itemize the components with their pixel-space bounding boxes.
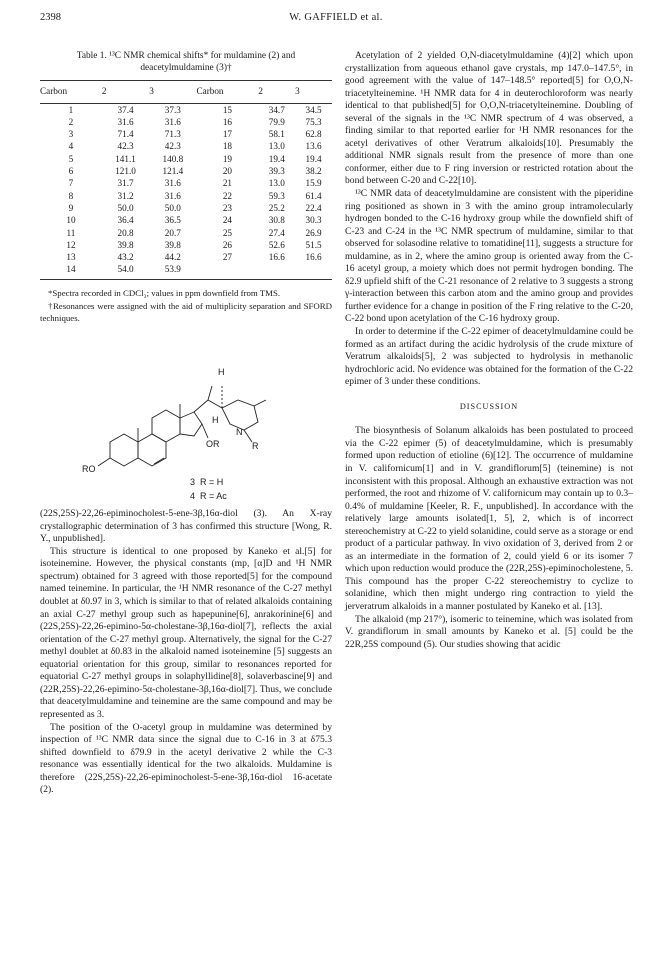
table-row — [40, 128, 332, 140]
chemical-structure — [40, 330, 332, 504]
table-cell: 50.0 — [117, 202, 134, 213]
table-cell: 20.7 — [164, 227, 181, 238]
table-row — [40, 140, 332, 152]
table-cell: 79.9 — [268, 116, 285, 127]
footnote: *Spectra recorded in CDCl₃; values in ppm downfield from TMS. — [48, 287, 281, 298]
table-row — [40, 190, 332, 202]
table-cell: 39.8 — [164, 239, 181, 250]
table-cell: 1 — [68, 104, 74, 115]
side-chain-bond — [194, 400, 208, 412]
table-cell: 10 — [66, 215, 76, 226]
table-cell: 52.6 — [268, 239, 285, 250]
table-header-cell: 2 — [258, 81, 295, 104]
table-cell: 50.0 — [164, 202, 181, 213]
compound-4-label: 4 R = Ac — [190, 491, 227, 502]
r-label: R — [252, 441, 259, 452]
table-cell: 37.4 — [117, 104, 134, 115]
table-row — [40, 251, 332, 263]
table-cell: 15 — [222, 104, 233, 115]
table-cell: 20 — [222, 166, 233, 177]
table-cell: 22 — [222, 190, 233, 201]
ring-d — [180, 412, 202, 436]
right-column — [345, 50, 633, 651]
table-cell: 75.3 — [305, 116, 322, 127]
table-row — [40, 165, 332, 177]
table-header-cell: 2 — [102, 81, 149, 104]
table-cell: 27.4 — [268, 227, 285, 238]
table-row — [40, 202, 332, 214]
table-cell: 71.4 — [117, 129, 134, 140]
table-cell: 140.8 — [162, 153, 184, 164]
table-cell: 16.6 — [268, 252, 285, 263]
table-caption: Table 1. ¹³C NMR chemical shifts* for muldamine (2) and deacetylmuldamine (3)† — [76, 51, 296, 73]
table-cell: 42.3 — [164, 141, 181, 152]
table-cell: 21 — [222, 178, 233, 189]
table-cell: 11 — [66, 227, 76, 238]
table-cell: 141.1 — [115, 153, 136, 164]
table-cell: 51.5 — [305, 239, 322, 250]
table-row — [40, 239, 332, 251]
table-cell: 23 — [222, 202, 233, 213]
table-cell: 18 — [222, 141, 233, 152]
table-cell: 54.0 — [102, 263, 149, 279]
side-chain-bond — [208, 400, 222, 408]
footnote: †Resonances were assigned with the aid of multiplicity separation and SFORD techniques. — [40, 301, 332, 323]
paragraph: Acetylation of 2 yielded O,N-diacetylmuldamine (4)[2] which upon crystallization from aqueous ethanol gave crystals, mp 147.0–147.5°, in good agreement with the value of 147–148.5° reported[5] for O,O,N-triacetylteinemine. ¹H NMR data for 4 in deuterochloroform was nearly identical to that published[5] for O,O,N-triacetylteinemine. Doubling of several of the signals in the ¹³C NMR spectrum of 4 was observed, a finding similar to that reported earlier for ¹H NMR resonances for the acetyl derivatives of other Veratrum alkaloids[10]. Presumably the additional NMR signals result from the presence of more than one conformer, either due to F ring inversion or restricted rotation about the bond between C-20 and C-22[10]. — [345, 50, 633, 187]
double-bond — [154, 458, 164, 464]
paragraph: ¹³C NMR data of deacetylmuldamine are consistent with the piperidine ring positioned as shown in 3 with the amino group intramolecularly hydrogen bonded to the C-16 hydroxy group while the downfield shift of C-23 and C-24 in the ¹³C NMR spectrum of muldamine, similar to that observed for solasodine relative to tomatidine[11], suggests a structure for muldamine, as in 2, where the amino group is oriented away from the C-16 acetyl group, a moiety which does not permit hydrogen bonding. The δ2.9 upfield shift of the C-21 resonance of 2 relative to 3 suggests a strong γ-interaction between this carbon atom and the amino group and provides further evidence for a change in position of the F ring relative to the C-20, C-22 bond upon acetylation of the C-16 hydroxy group. — [345, 188, 633, 325]
table-cell: 30.8 — [268, 215, 285, 226]
table-cell: 20.8 — [117, 227, 134, 238]
or-label: OR — [206, 439, 220, 450]
paragraph: This structure is identical to one proposed by Kaneko et al.[5] for isoteinemine. However, the physical constants (mp, [α]D and ¹H NMR spectrum) obtained for 3 agreed with those reported[5] for the compound named teinemine. In particular, the ¹H NMR resonance of the C-27 methyl doublet at δ0.97 in 3, which is similar to that of related alkaloids containing an axial C-27 methyl group such as hapepunine[6], anrakorinine[6] and (22S,25S)-22,26-epimino-5α-cholestane-3β,16α-diol[7], reflects the axial orientation of the C-27 methyl group. Alternatively, the signal for the C-27 methyl doublet at δ0.83 in the alkaloid named isoteinemine [5] suggests an equatorial orientation for this group, similar to resonances reported for equatorial C-27 methyl groups in solaphyllidine[8], solaverbascine[9] and (22R,25S)-22,26-epimino-5α-cholestane-3β,16α-diol[7]. Thus, we conclude that deacetylmuldamine and teinemine are the same compound and may be represented as 3. — [40, 545, 332, 720]
h-label: H — [212, 415, 219, 426]
table-cell: 24 — [222, 215, 233, 226]
table-cell: 8 — [68, 190, 74, 201]
table-cell: 4 — [68, 141, 74, 152]
table-cell: 2 — [68, 116, 74, 127]
table-cell: 27 — [222, 252, 233, 263]
table-cell: 30.3 — [305, 215, 322, 226]
table-cell: 43.2 — [117, 252, 134, 263]
running-header — [0, 12, 672, 26]
table-cell: 42.3 — [117, 141, 134, 152]
table-cell: 31.2 — [117, 190, 134, 201]
table-cell: 16.6 — [305, 252, 322, 263]
paragraph: In order to determine if the C-22 epimer of deacetylmuldamine could be formed as an artifact during the acidic hydrolysis of the crude mixture of Veratrum alkaloids[5], 2 was subjected to hydrolysis in methanolic hydrochloric acid. No evidence was obtained for the formation of the C-22 epimer of 3 under these conditions. — [345, 326, 633, 388]
ring-a — [110, 434, 138, 466]
table-cell: 25.2 — [268, 202, 285, 213]
table-cell: 6 — [68, 166, 74, 177]
ring-c — [152, 410, 180, 442]
table-row — [40, 214, 332, 226]
table-row — [40, 153, 332, 165]
nmr-table — [40, 80, 332, 280]
structure-drawing — [40, 330, 332, 504]
or-bond — [202, 424, 208, 438]
table-row — [40, 263, 332, 279]
table-cell: 34.7 — [268, 104, 285, 115]
table-row — [40, 103, 332, 116]
table-cell: 58.1 — [268, 129, 285, 140]
table-cell: 38.2 — [305, 166, 322, 177]
table-header-cell: Carbon — [196, 81, 258, 104]
table-header-cell: 3 — [295, 81, 332, 104]
table-cell: 13.0 — [268, 178, 285, 189]
table-cell: 37.3 — [164, 104, 181, 115]
table-cell: 62.8 — [305, 129, 322, 140]
side-chain-bond — [208, 386, 212, 400]
table-cell: 36.4 — [117, 215, 134, 226]
h-label: H — [218, 367, 225, 378]
table-cell: 13 — [66, 252, 76, 263]
table-cell: 19.4 — [268, 153, 285, 164]
ro-label: RO — [82, 464, 96, 475]
table-cell: 12 — [66, 239, 76, 250]
table-cell — [258, 263, 295, 279]
table-cell: 26 — [222, 239, 233, 250]
table-cell: 31.6 — [164, 178, 181, 189]
table-cell: 5 — [68, 153, 74, 164]
paragraph: The biosynthesis of Solanum alkaloids has been postulated to proceed via the C-22 epimer (5) of deacetylmuldamine, which is presumably formed upon reduction of etioline (6)[12]. The occurrence of muldamine in V. californicum[1] and in V. grandiflorum[5] (teinemine) is not inconsistent with this proposal. Although an exhaustive extraction was not performed, the root and rhizome of V. californicum may contain up to 0.3–0.4% of muldamine [Keeler, R. F., unpublished]. In accordance with the relatively large amounts isolated[1, 5], 2, which is of incorrect stereochemistry at C-22 to yield solanidine, could serve as a storage or end product of a particular pathway. In vivo oxidation of 3, derived from 2 or as an intermediate in the formation of 2, could yield 6 or its isomer 7 which upon reduction would produce the (22R,25S)-epiminocholestene, 5. This compound has the proper C-22 stereochemistry to cyclize to solanidine, which then might undergo ring contraction to yield the jerveratrum alkaloids in a manner postulated by Kaneko et al. [13]. — [345, 425, 633, 612]
table-row — [40, 227, 332, 239]
page-number: 2398 — [40, 12, 61, 23]
table-cell: 44.2 — [164, 252, 181, 263]
table-cell: 39.8 — [117, 239, 134, 250]
table-footnotes — [40, 288, 332, 325]
table-cell: 22.4 — [305, 202, 322, 213]
table-cell: 25 — [222, 227, 233, 238]
compound-3-label: 3 R = H — [190, 477, 224, 488]
table-cell: 13.0 — [268, 141, 285, 152]
table-cell: 13.6 — [305, 141, 322, 152]
table-cell: 9 — [68, 202, 74, 213]
table-cell — [295, 263, 332, 279]
table-cell — [196, 263, 258, 279]
table-cell: 61.4 — [305, 190, 322, 201]
table-cell: 121.0 — [115, 166, 136, 177]
paragraph: The alkaloid (mp 217°), isomeric to teinemine, which was isolated from V. grandiflorum in small amounts by Kaneko et al. [5] could be the 22R,25S compound (5). Our studies showing that acidic — [345, 613, 633, 650]
table-cell: 16 — [222, 116, 233, 127]
section-heading: DISCUSSION — [459, 401, 519, 411]
n-label: N — [236, 427, 243, 438]
paragraph: (22S,25S)-22,26-epiminocholest-5-ene-3β,16α-diol (3). An X-ray crystallographic determination of 3 has confirmed this structure [Wong, R. Y., unpublished]. — [40, 508, 332, 545]
ro-bond — [98, 458, 110, 466]
table-cell: 26.9 — [305, 227, 322, 238]
table-cell: 31.7 — [117, 178, 134, 189]
paragraph: The position of the O-acetyl group in muldamine was determined by inspection of ¹³C NMR data since the signal due to C-16 in 3 at δ75.3 shifted downfield to δ79.9 in the acetyl derivative 2 while the C-3 resonance was essentially identical for the two alkaloids. Muldamine is therefore (22S,25S)-22,26-epiminocholest-5-ene-3β,16α-diol 16-acetate (2). — [40, 721, 332, 796]
table-cell: 71.3 — [164, 129, 181, 140]
table-cell: 19 — [222, 153, 233, 164]
table-header-cell: 3 — [149, 81, 196, 104]
table-cell: 31.6 — [164, 116, 181, 127]
table-row — [40, 177, 332, 189]
methyl-27 — [254, 400, 266, 406]
table-cell: 59.3 — [268, 190, 285, 201]
table-row — [40, 116, 332, 128]
table-cell: 7 — [68, 178, 74, 189]
ring-b — [138, 434, 166, 466]
table-cell: 34.5 — [305, 104, 322, 115]
table-cell: 121.4 — [162, 166, 184, 177]
table-cell: 53.9 — [149, 263, 196, 279]
table-cell: 15.9 — [305, 178, 322, 189]
table-cell: 14 — [40, 263, 102, 279]
table-cell: 19.4 — [305, 153, 322, 164]
table-cell: 39.3 — [268, 166, 285, 177]
n-r-bond — [244, 430, 252, 442]
table-cell: 3 — [68, 129, 74, 140]
table-cell: 17 — [222, 129, 233, 140]
table-cell: 31.6 — [164, 190, 181, 201]
running-title: W. GAFFIELD et al. — [289, 12, 383, 23]
table-cell: 36.5 — [164, 215, 181, 226]
left-column — [40, 50, 332, 797]
table-header-cell: Carbon — [40, 81, 102, 104]
table-cell: 31.6 — [117, 116, 134, 127]
